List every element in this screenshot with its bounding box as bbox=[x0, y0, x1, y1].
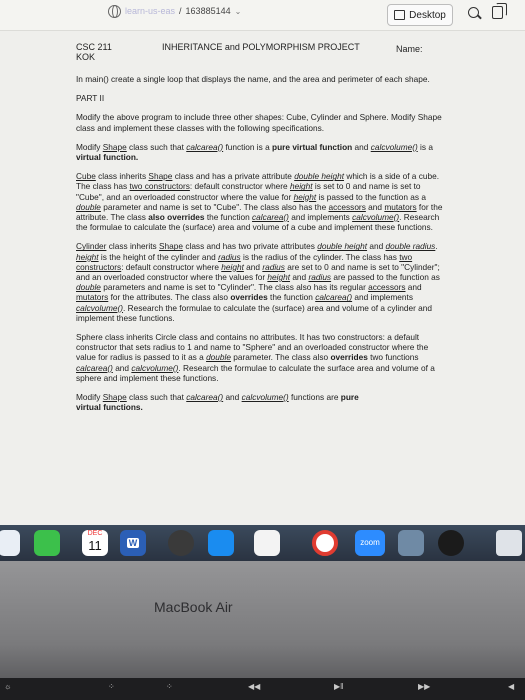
open-desktop-button[interactable] bbox=[387, 4, 453, 26]
word-app-icon[interactable]: W bbox=[120, 530, 146, 556]
mail-app-icon[interactable] bbox=[0, 530, 20, 556]
trash-icon[interactable] bbox=[496, 530, 522, 556]
sheets-app-icon[interactable] bbox=[254, 530, 280, 556]
play-pause-key-icon: ▶‖ bbox=[334, 682, 344, 691]
address-id: 163885144 bbox=[185, 6, 231, 16]
browser-toolbar bbox=[0, 0, 525, 31]
screen-record-app-icon[interactable] bbox=[438, 530, 464, 556]
document-header bbox=[76, 42, 448, 64]
chrome-app-icon[interactable] bbox=[312, 530, 338, 556]
mission-control-key-icon: ⁘ bbox=[108, 682, 115, 691]
course-code: CSC 211 bbox=[76, 42, 112, 52]
intro-paragraph: In main() create a single loop that displays the name, and the area and perimeter of each shape. bbox=[76, 74, 430, 84]
address-separator: / bbox=[179, 6, 182, 16]
assignment-document bbox=[76, 42, 448, 421]
part-heading: PART II bbox=[76, 93, 105, 104]
zoom-app-icon[interactable]: zoom bbox=[355, 530, 385, 556]
course-section: KOK bbox=[76, 52, 96, 62]
address-host: learn-us-eas bbox=[125, 6, 176, 16]
mute-key-icon: ◀ bbox=[508, 682, 515, 691]
function-key-row bbox=[0, 678, 525, 700]
macos-dock bbox=[0, 525, 525, 561]
app-store-icon[interactable] bbox=[208, 530, 234, 556]
sphere-paragraph: Sphere class inherits Circle class and contains no attributes. It has two constructors: a default constructor that sets radius to 1 and name to "Sphere" and an overloaded constructor where the value for radius is passed to it as a double parameter. The class also overrides two functions calcarea() and calcvolume(). Research the formulae to calculate the surface area and volume of a sphere and implement these functions. bbox=[76, 332, 435, 383]
search-icon[interactable] bbox=[468, 7, 479, 18]
chatgpt-app-icon[interactable] bbox=[168, 530, 194, 556]
facetime-app-icon[interactable] bbox=[34, 530, 60, 556]
copy-icon[interactable] bbox=[492, 6, 503, 19]
cube-paragraph: Cube class inherits Shape class and has a private attribute double height which is a side of a cube. The class has two constructors: default constructor where height is set to 0 and name is set to "Cube", and an overloaded constructor where the value for height is passed to the function as a double parameter and name is set to "Cube". The class also has the accessors and mutators for the attribute. The class also overrides the function calcarea() and implements calcvolume(). Research the formulae to calculate the (surface) area and volume of a cube and implement these functions. bbox=[76, 171, 443, 233]
laptop-bezel bbox=[0, 561, 525, 700]
calendar-month: DEC bbox=[87, 530, 103, 537]
final-paragraph: Modify Shape class such that calcarea() and calcvolume() functions are pure virtual functions. bbox=[76, 392, 359, 413]
desktop-button-label: Desktop bbox=[409, 9, 446, 21]
project-title: INHERITANCE and POLYMORPHISM PROJECT bbox=[162, 42, 360, 52]
virtual-paragraph: Modify Shape class such that calcarea() function is a pure virtual function and calcvolume() is a virtual function. bbox=[76, 141, 433, 163]
course-info bbox=[76, 42, 112, 62]
brightness-key-icon: ☼ bbox=[4, 682, 12, 691]
preview-app-icon[interactable] bbox=[398, 530, 424, 556]
laptop-brand: MacBook Air bbox=[154, 599, 233, 615]
fast-forward-key-icon: ▶▶ bbox=[418, 682, 431, 691]
dock-items bbox=[0, 528, 525, 558]
globe-icon bbox=[108, 5, 121, 18]
rewind-key-icon: ◀◀ bbox=[248, 682, 261, 691]
modify-paragraph: Modify the above program to include three other shapes: Cube, Cylinder and Sphere. Modify Shape class and implement these classes with the following specifications. bbox=[76, 112, 442, 133]
address-bar[interactable] bbox=[108, 3, 241, 19]
calendar-app-icon[interactable] bbox=[82, 530, 108, 556]
external-open-icon bbox=[394, 10, 405, 20]
name-label: Name: bbox=[396, 44, 423, 54]
cylinder-paragraph: Cylinder class inherits Shape class and has two private attributes double height and double radius. height is the height of the cylinder and radius is the radius of the cylinder. The class has two constructors: default constructor where height and radius are set to 0 and name is set to "Cylinder"; and an overloaded constructor where the values for height and radius are passed to the function as double parameters and name is set to "Cylinder". The class also has its regular accessors and mutators for the attributes. The class also overrides the function calcarea() and implements calcvolume(). Research the formulae to calculate the (surface) area and volume of a cylinder and implement these functions. bbox=[76, 241, 440, 323]
calendar-day: 11 bbox=[88, 538, 102, 553]
chevron-down-icon[interactable]: ⌄ bbox=[234, 6, 242, 16]
launchpad-key-icon: ⁘ bbox=[166, 682, 173, 691]
